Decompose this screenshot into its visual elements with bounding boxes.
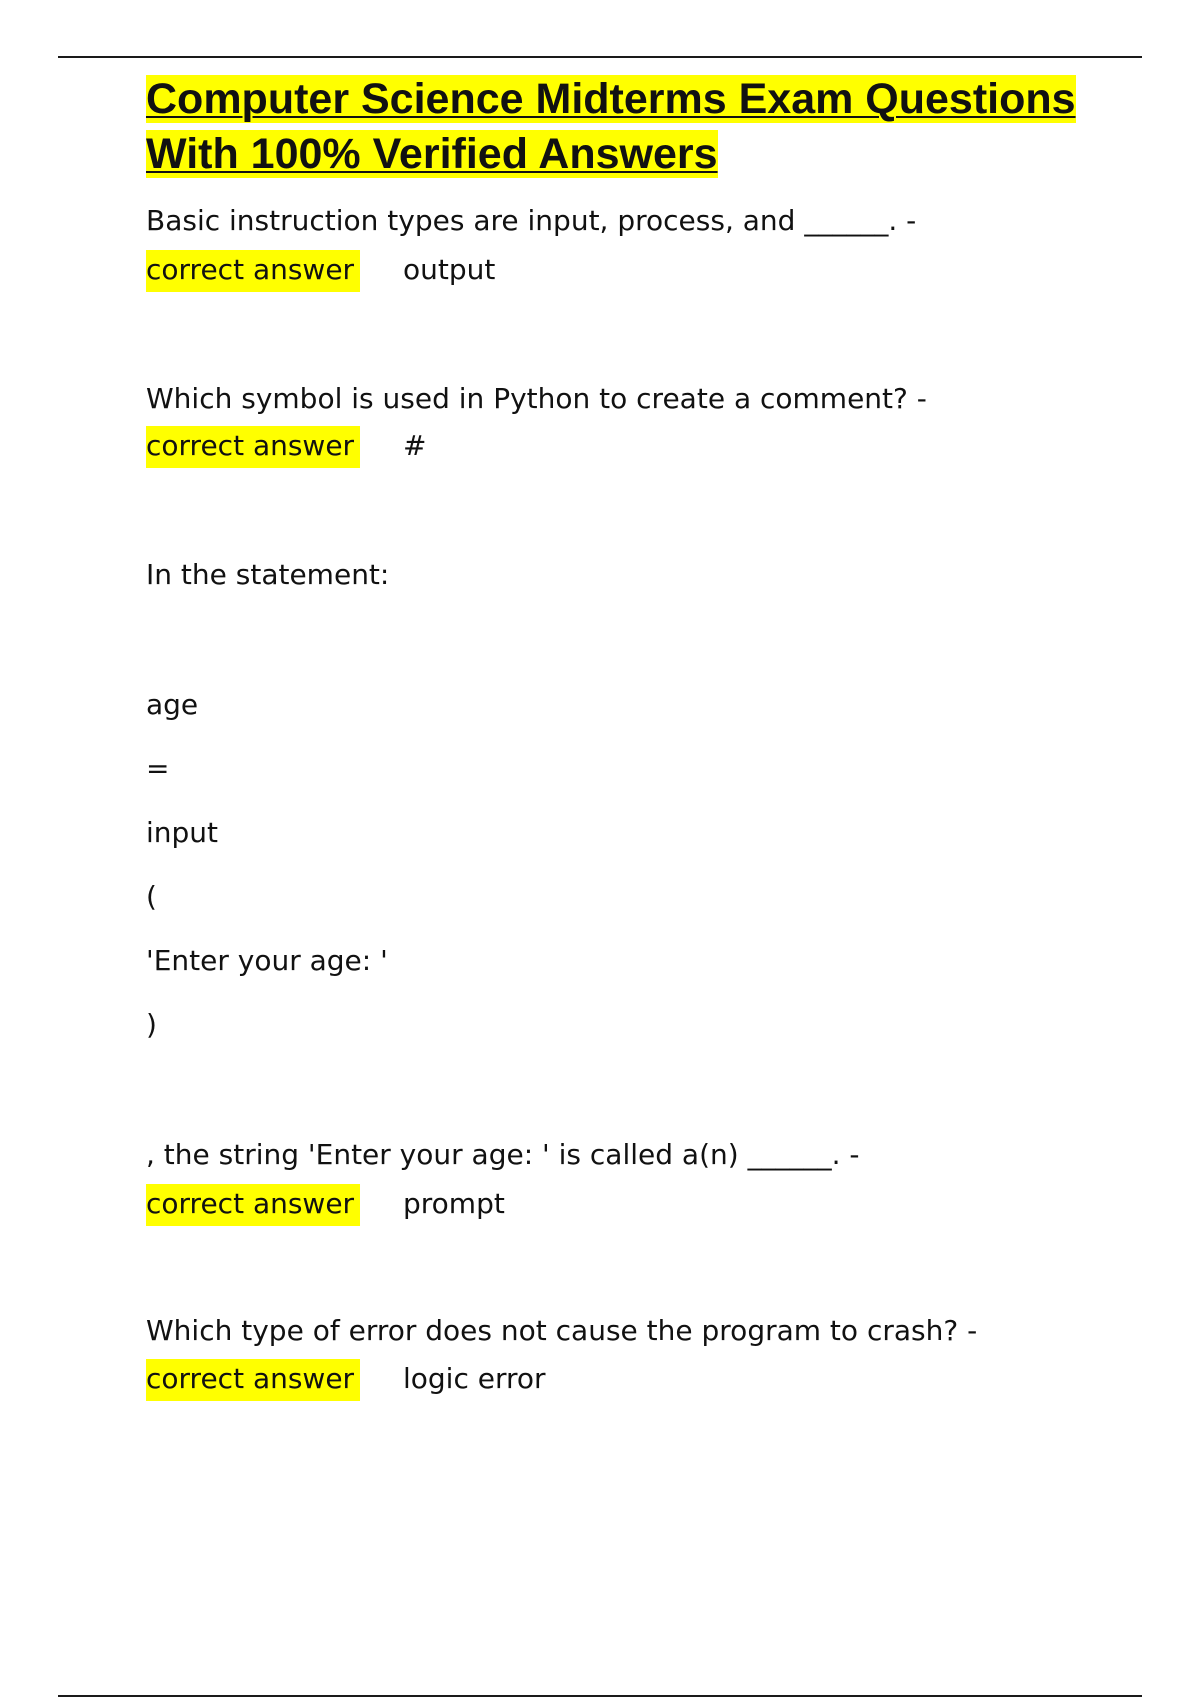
answer-4-row	[146, 1359, 546, 1399]
bottom-rule	[58, 1695, 1142, 1697]
top-rule	[58, 56, 1142, 58]
question-2-text: Which symbol is used in Python to create a comment? -	[146, 382, 927, 415]
answer-4-value: logic error	[403, 1362, 546, 1395]
answer-1-row	[146, 250, 496, 290]
answer-2-row	[146, 426, 427, 466]
question-3-line-7: )	[146, 1008, 157, 1041]
question-3-line-1: In the statement:	[146, 558, 390, 591]
question-3-line-3: =	[146, 752, 170, 785]
question-4-text: Which type of error does not cause the program to crash? -	[146, 1314, 978, 1347]
question-3-line-5: (	[146, 880, 157, 913]
document-title-text: Computer Science Midterms Exam Questions With 100% Verified Answers	[146, 75, 1076, 178]
answer-1-label: correct answer	[146, 250, 360, 292]
answer-2-value: #	[403, 429, 427, 462]
answer-3-label: correct answer	[146, 1184, 360, 1226]
answer-2-label: correct answer	[146, 426, 360, 468]
question-3-line-8: , the string 'Enter your age: ' is called a(n) ______. -	[146, 1138, 860, 1171]
answer-4-label: correct answer	[146, 1359, 360, 1401]
answer-3-row	[146, 1184, 505, 1224]
question-3-line-6: 'Enter your age: '	[146, 944, 388, 977]
document-title	[146, 72, 1106, 182]
answer-1-value: output	[403, 253, 496, 286]
answer-3-value: prompt	[403, 1187, 505, 1220]
question-1-text: Basic instruction types are input, process, and ______. -	[146, 204, 917, 237]
question-3-line-2: age	[146, 688, 199, 721]
question-3-line-4: input	[146, 816, 219, 849]
